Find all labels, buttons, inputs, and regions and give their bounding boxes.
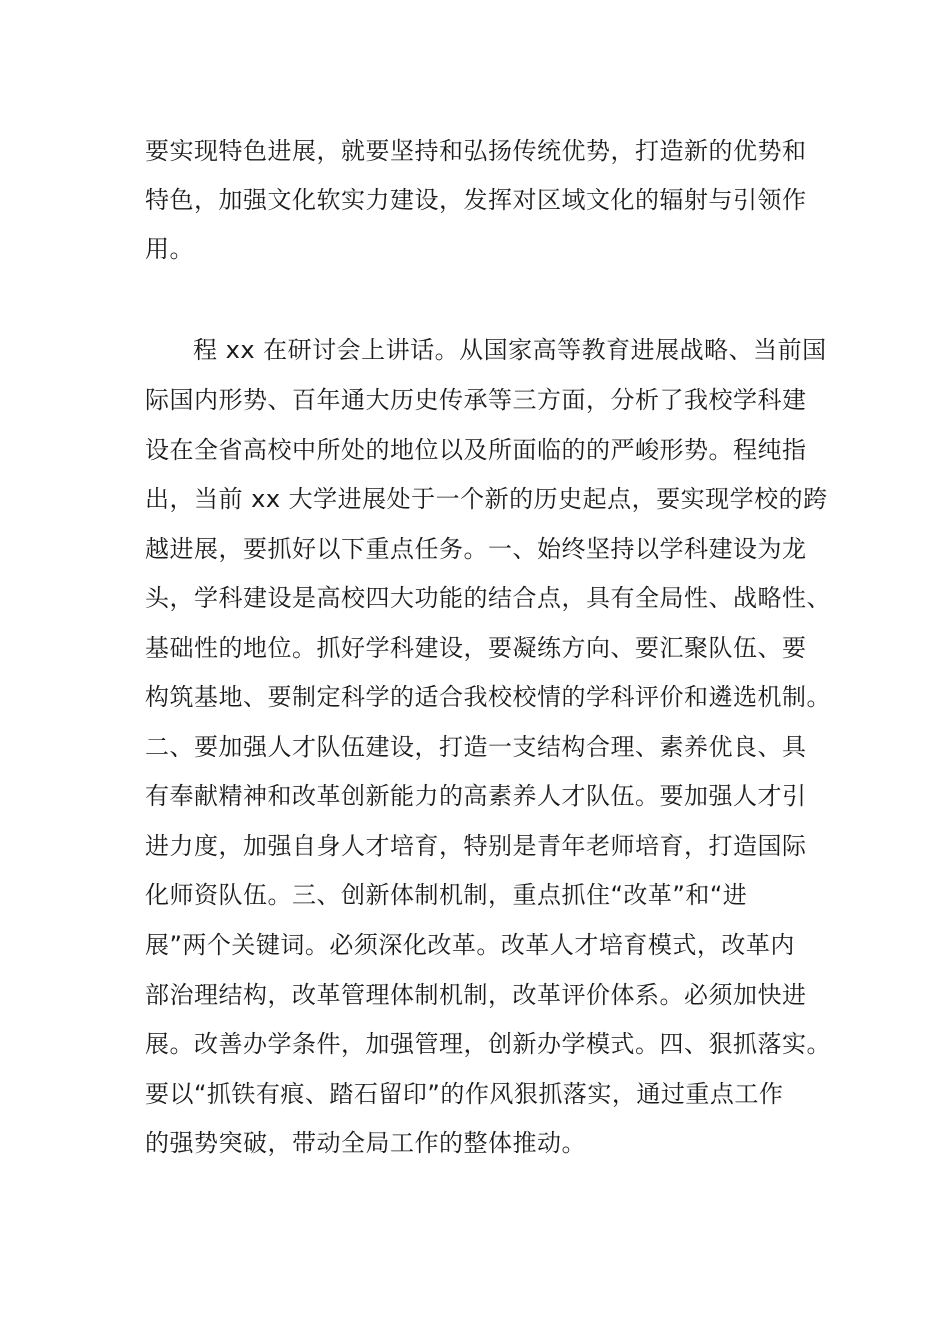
paragraph-2-line-10: 有奉献精神和改革创新能力的高素养人才队伍。要加强人才引	[145, 782, 807, 810]
paragraph-2-line-14: 部治理结构，改革管理体制机制，改革评价体系。必须加快进	[145, 981, 807, 1009]
paragraph-1-line-3: 用。	[145, 235, 194, 263]
paragraph-2-line-12: 化师资队伍。三、创新体制机制，重点抓住“改革”和“进	[145, 881, 748, 909]
paragraph-2-line-3: 设在全省高校中所处的地位以及所面临的的严峻形势。程纯指	[145, 436, 807, 464]
paragraph-2-line-17: 的强势突破，带动全局工作的整体推动。	[145, 1129, 586, 1157]
paragraph-2-line-4: 出，当前 xx 大学进展处于一个新的历史起点，要实现学校的跨	[145, 485, 828, 513]
paragraph-2-line-13: 展”两个关键词。必须深化改革。改革人才培育模式，改革内	[145, 931, 795, 959]
paragraph-2-line-6: 头，学科建设是高校四大功能的结合点，具有全局性、战略性、	[145, 584, 831, 612]
paragraph-1-line-2: 特色，加强文化软实力建设，发挥对区域文化的辐射与引领作	[145, 186, 807, 214]
paragraph-2-line-15: 展。改善办学条件，加强管理，创新办学模式。四、狠抓落实。	[145, 1030, 831, 1058]
paragraph-2-line-11: 进力度，加强自身人才培育，特别是青年老师培育，打造国际	[145, 832, 807, 860]
paragraph-1-line-1: 要实现特色进展，就要坚持和弘扬传统优势，打造新的优势和	[145, 137, 807, 165]
paragraph-2-line-5: 越进展，要抓好以下重点任务。一、始终坚持以学科建设为龙	[145, 535, 807, 563]
paragraph-2-line-8: 构筑基地、要制定科学的适合我校校情的学科评价和遴选机制。	[145, 683, 831, 711]
paragraph-2-line-9: 二、要加强人才队伍建设，打造一支结构合理、素养优良、具	[145, 733, 807, 761]
paragraph-2-line-2: 际国内形势、百年通大历史传承等三方面，分析了我校学科建	[145, 386, 807, 414]
paragraph-2-line-16: 要以“抓铁有痕、踏石留印”的作风狠抓落实，通过重点工作	[145, 1080, 784, 1108]
paragraph-2-line-7: 基础性的地位。抓好学科建设，要凝练方向、要汇聚队伍、要	[145, 634, 807, 662]
paragraph-2-line-1: 程 xx 在研讨会上讲话。从国家高等教育进展战略、当前国	[193, 336, 827, 364]
